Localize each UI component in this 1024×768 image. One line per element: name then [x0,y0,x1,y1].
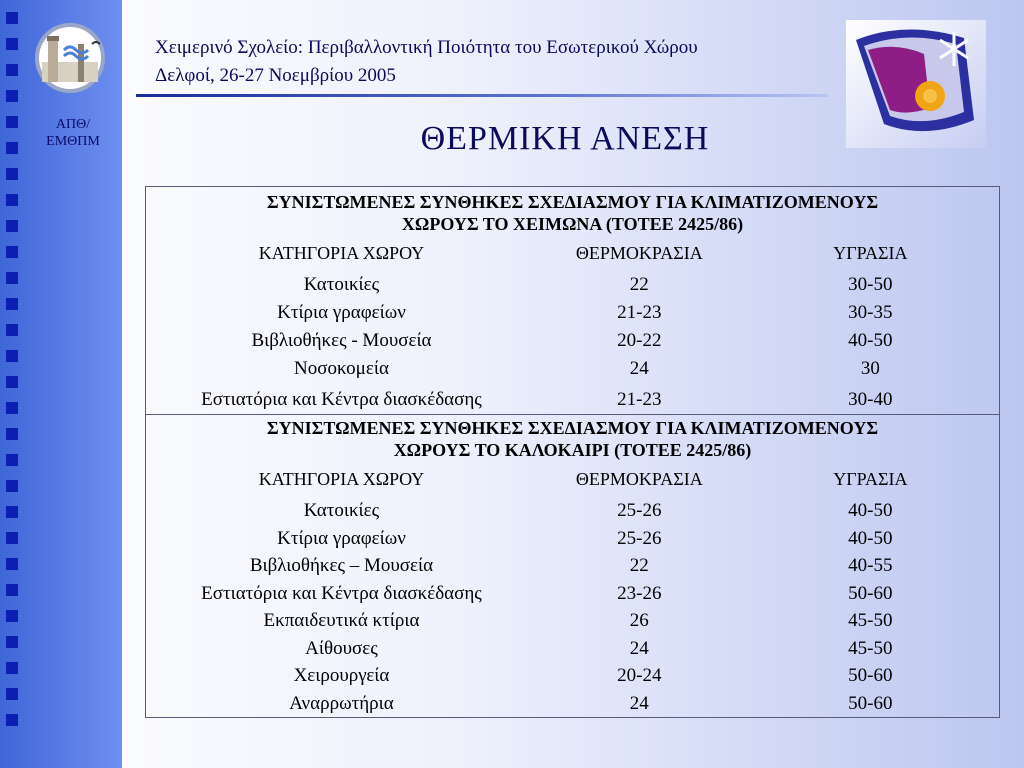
decorative-square [6,246,18,258]
column-header-humidity: ΥΓΡΑΣΙΑ [833,243,908,263]
humidity-value: 50-60 [848,582,893,604]
decorative-square [6,584,18,596]
winter-heading-line2: ΧΩΡΟΥΣ ΤΟ ΧΕΙΜΩΝΑ (ΤΟΤΕΕ 2425/86) [401,214,744,234]
section-heading [146,415,1000,462]
space-category: Αναρρωτήρια [289,692,394,714]
summer-heading-line1: ΣΥΝΙΣΤΩΜΕΝΕΣ ΣΥΝΘΗΚΕΣ ΣΧΕΔΙΑΣΜΟΥ ΓΙΑ ΚΛΙΜΑΤΙΖΟΜΕΝΟΥΣ [266,418,879,438]
decorative-square [6,506,18,518]
table-row [146,552,1000,580]
temperature-value: 25-26 [617,500,662,521]
humidity-value: 40-50 [848,500,893,521]
decorative-square [6,454,18,466]
temperature-value: 24 [629,692,649,714]
humidity-value: 45-50 [848,610,893,631]
column-header-category: ΚΑΤΗΓΟΡΙΑ ΧΩΡΟΥ [258,243,425,263]
space-category: Κτίρια γραφείων [277,302,406,323]
temperature-value: 25-26 [617,527,662,549]
temperature-value: 20-22 [617,330,662,351]
humidity-value: 40-50 [848,330,893,351]
humidity-value: 45-50 [848,637,893,659]
temperature-value: 21-23 [617,302,662,323]
header-event-title: Χειμερινό Σχολείο: Περιβαλλοντική Ποιότητα του Εσωτερικού Χώρου [155,37,698,58]
space-category: Κατοικίες [303,500,380,521]
decorative-square [6,194,18,206]
humidity-value: 30-35 [848,302,893,323]
decorative-square [6,298,18,310]
space-category: Βιβλιοθήκες - Μουσεία [251,330,432,351]
decorative-square [6,12,18,24]
decorative-square [6,272,18,284]
decorative-square [6,90,18,102]
column-header-row [146,461,1000,497]
table-row [146,271,1000,299]
decorative-square [6,688,18,700]
table-row [146,355,1000,383]
space-category: Κατοικίες [303,274,380,295]
humidity-value: 40-50 [848,527,893,549]
space-category: Κτίρια γραφείων [277,527,406,549]
table-row [146,690,1000,718]
decorative-square [6,220,18,232]
table-row [146,662,1000,690]
column-header-category: ΚΑΤΗΓΟΡΙΑ ΧΩΡΟΥ [258,469,425,489]
temperature-value: 22 [629,274,649,295]
temperature-value: 21-23 [617,389,662,410]
humidity-value: 30-50 [848,274,893,295]
decorative-square [6,38,18,50]
decorative-square [6,350,18,362]
space-category: Εκπαιδευτικά κτίρια [263,610,420,631]
decorative-square [6,324,18,336]
decorative-square [6,168,18,180]
humidity-value: 50-60 [848,692,893,714]
decorative-square [6,376,18,388]
column-header-temperature: ΘΕΡΜΟΚΡΑΣΙΑ [575,469,703,489]
column-header-temperature: ΘΕΡΜΟΚΡΑΣΙΑ [575,243,703,263]
climate-conditions-table [145,186,1000,718]
org-line2: ΕΜΘΠΜ [46,134,100,149]
decorative-square [6,480,18,492]
table-row [146,607,1000,635]
table-row [146,635,1000,663]
temperature-value: 22 [629,555,649,576]
decorative-square [6,610,18,622]
space-category: Νοσοκομεία [294,358,389,379]
table-row [146,327,1000,355]
table-row [146,383,1000,415]
org-line1: ΑΠΘ/ [55,117,91,132]
table-row [146,299,1000,327]
decorative-square [6,636,18,648]
table-row [146,497,1000,525]
decorative-square [6,64,18,76]
table-row [146,580,1000,608]
summer-heading-line2: ΧΩΡΟΥΣ ΤΟ ΚΑΛΟΚΑΙΡΙ (ΤΟΤΕΕ 2425/86) [393,440,752,460]
header-divider [136,94,828,97]
space-category: Βιβλιοθήκες – Μουσεία [249,555,434,576]
decorative-square [6,532,18,544]
decorative-square [6,714,18,726]
space-category: Χειρουργεία [293,665,390,686]
temperature-value: 24 [629,358,649,379]
temperature-value: 24 [629,637,649,659]
summer-section [146,415,1000,718]
table-row [146,525,1000,553]
temperature-value: 26 [629,610,649,631]
decorative-square [6,402,18,414]
humidity-value: 30 [860,358,880,379]
section-heading [146,187,1000,236]
humidity-value: 50-60 [848,665,893,686]
decorative-square [6,428,18,440]
winter-heading-line1: ΣΥΝΙΣΤΩΜΕΝΕΣ ΣΥΝΘΗΚΕΣ ΣΧΕΔΙΑΣΜΟΥ ΓΙΑ ΚΛΙΜΑΤΙΖΟΜΕΝΟΥΣ [266,192,879,212]
university-logo-icon [34,22,112,94]
header-location-date: Δελφοί, 26-27 Νοεμβρίου 2005 [155,65,396,86]
space-category: Εστιατόρια και Κέντρα διασκέδασης [201,389,482,410]
column-header-humidity: ΥΓΡΑΣΙΑ [833,469,908,489]
decorative-square [6,662,18,674]
column-header-row [146,235,1000,271]
temperature-value: 20-24 [617,665,662,686]
slide-header [155,34,698,90]
humidity-value: 30-40 [848,389,893,410]
space-category: Αίθουσες [305,637,378,659]
slide-title: ΘΕΡΜΙΚΗ ΑΝΕΣΗ [420,120,710,157]
temperature-value: 23-26 [617,582,662,604]
decorative-square [6,558,18,570]
humidity-value: 40-55 [848,555,893,576]
space-category: Εστιατόρια και Κέντρα διασκέδασης [201,582,482,604]
sidebar [0,0,122,768]
winter-section [146,187,1000,415]
